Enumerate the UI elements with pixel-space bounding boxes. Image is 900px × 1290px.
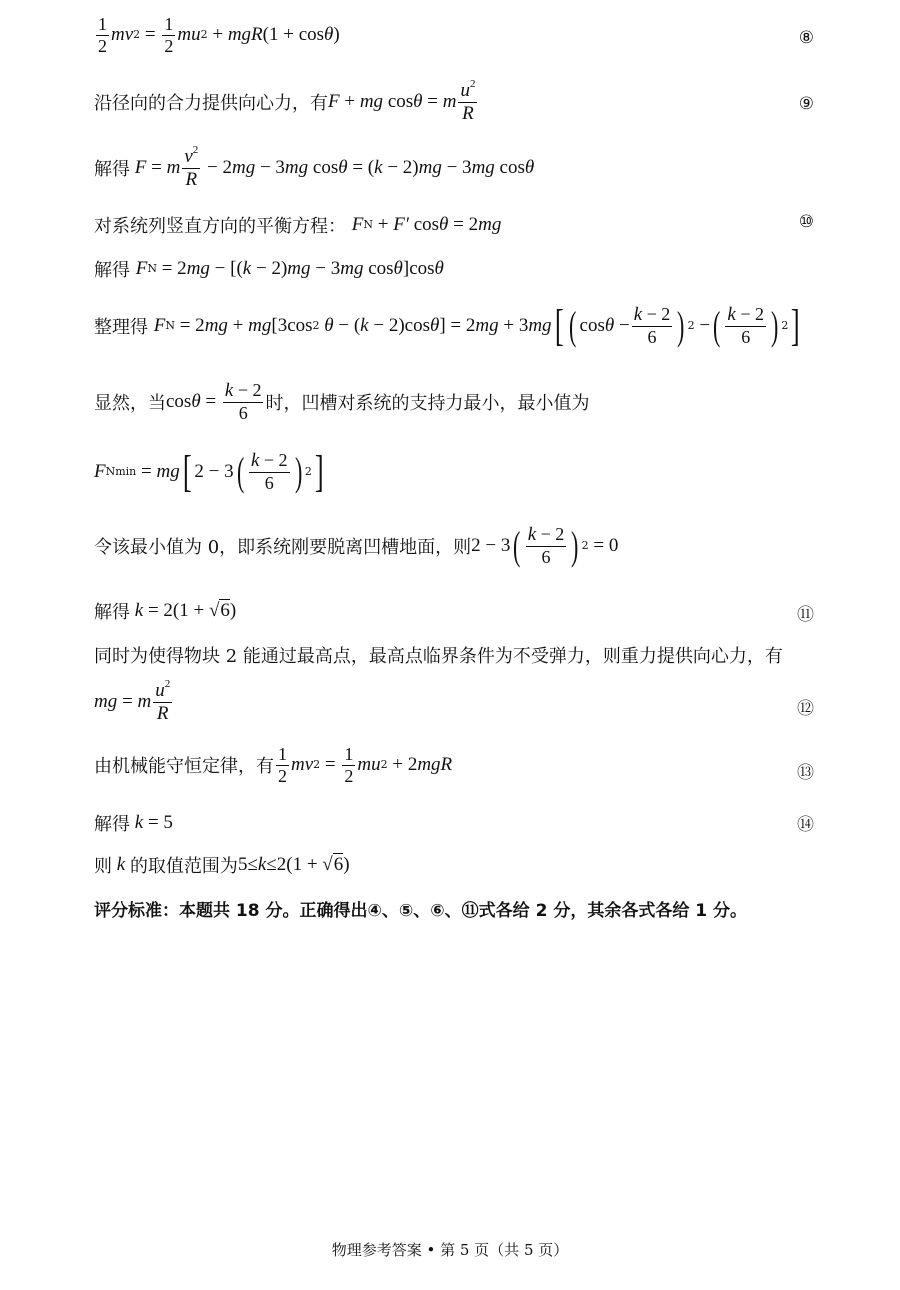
equation-number-13: ⑬ — [797, 763, 814, 783]
meanwhile-text — [94, 642, 783, 668]
equation-number-12: ⑫ — [797, 699, 814, 719]
minimum-condition-label-a: 显然，当 — [94, 392, 166, 414]
equation-14: 解得 k = 5 — [94, 812, 173, 835]
set-zero: 令该最小值为 0，即系统刚要脱离凹槽地面，则 2 − 3 ( $\frac{k - 2}{6}$ ) 2 = 0 — [94, 523, 619, 568]
equation-13-label: 由机械能守恒定律，有 — [94, 756, 274, 778]
k-range-label-a: 则 — [94, 856, 112, 877]
equation-10: 对系统列竖直方向的平衡方程： F N + F′ cos θ = 2 mg — [94, 214, 502, 237]
arrange-label: 整理得 — [94, 316, 148, 338]
solve-F: 解得 F = m $\frac{v^2}{R}$ − 2 mg − 3 mg cos θ = ( k − 2) mg − 3 mg cos θ — [94, 144, 535, 190]
solve-label: 解得 — [94, 814, 130, 835]
k-range: 则 k 的取值范围为 5≤ k ≤2(1 + √6) — [94, 854, 350, 877]
solve-label: 解得 — [94, 602, 130, 623]
equation-8: $\frac{1}{2}$ mv 2 = $\frac{1}{2}$ mu 2 + mgR (1 + cos θ ) — [98, 14, 340, 56]
set-zero-label: 令该最小值为 0，即系统刚要脱离凹槽地面，则 — [94, 536, 472, 558]
solve-label: 解得 — [94, 159, 130, 181]
equation-number-11: ⑪ — [797, 605, 814, 625]
equation-11: 解得 k = 2(1 + √6) — [94, 600, 237, 623]
k-range-label-b: 的取值范围为 — [129, 856, 238, 877]
solve-FN: 解得 F N = 2 mg − [( k − 2) mg − 3 mg cos θ ]cos θ — [94, 258, 444, 281]
solve-label: 解得 — [94, 260, 130, 281]
scoring-standard: 评分标准：本题共 18 分。正确得出④、⑤、⑥、⑪式各给 2 分，其余各式各给 1 分。 — [94, 901, 748, 921]
equation-number-9: ⑨ — [798, 94, 814, 114]
equation-12: mg = m $\frac{u^2}{R}$ — [94, 678, 171, 724]
equation-10-label: 对系统列竖直方向的平衡方程： — [94, 216, 346, 237]
minimum-condition-label-b: 时，凹槽对系统的支持力最小，最小值为 — [265, 392, 590, 414]
equation-number-14: ⑭ — [797, 815, 814, 835]
meanwhile-label: 同时为使得物块 2 能通过最高点，最高点临界条件为不受弹力，则重力提供向心力，有 — [94, 646, 783, 667]
minimum-condition: 显然，当 cos θ = $\frac{k - 2}{6}$ 时，凹槽对系统的支持力最小，最小值为 — [94, 380, 590, 423]
equation-number-8: ⑧ — [798, 28, 814, 48]
equation-9: 沿径向的合力提供向心力，有 F + mg cos θ = m $\frac{u^2}{R}$ — [94, 78, 476, 124]
arrange-FN: 整理得 F N = 2 mg + mg [3cos 2 θ − ( k − 2)cos θ ] = 2 mg + 3 mg [ ( cos θ − $\frac{k - 2}{6}$ ) 2 − ( $\frac{k - 2}{6}$ ) 2 ] — [94, 301, 801, 350]
equation-13: 由机械能守恒定律，有 $\frac{1}{2}$ mv 2 = $\frac{1}{2}$ mu 2 + 2 mgR — [94, 744, 453, 786]
equation-9-label: 沿径向的合力提供向心力，有 — [94, 93, 328, 115]
FN-min: F Nmin = mg [ 2 − 3 ( $\frac{k - 2}{6}$ ) 2 ] — [94, 447, 324, 496]
equation-number-10: ⑩ — [798, 212, 814, 232]
page-footer: 物理参考答案 • 第 5 页（共 5 页） — [331, 1241, 569, 1259]
